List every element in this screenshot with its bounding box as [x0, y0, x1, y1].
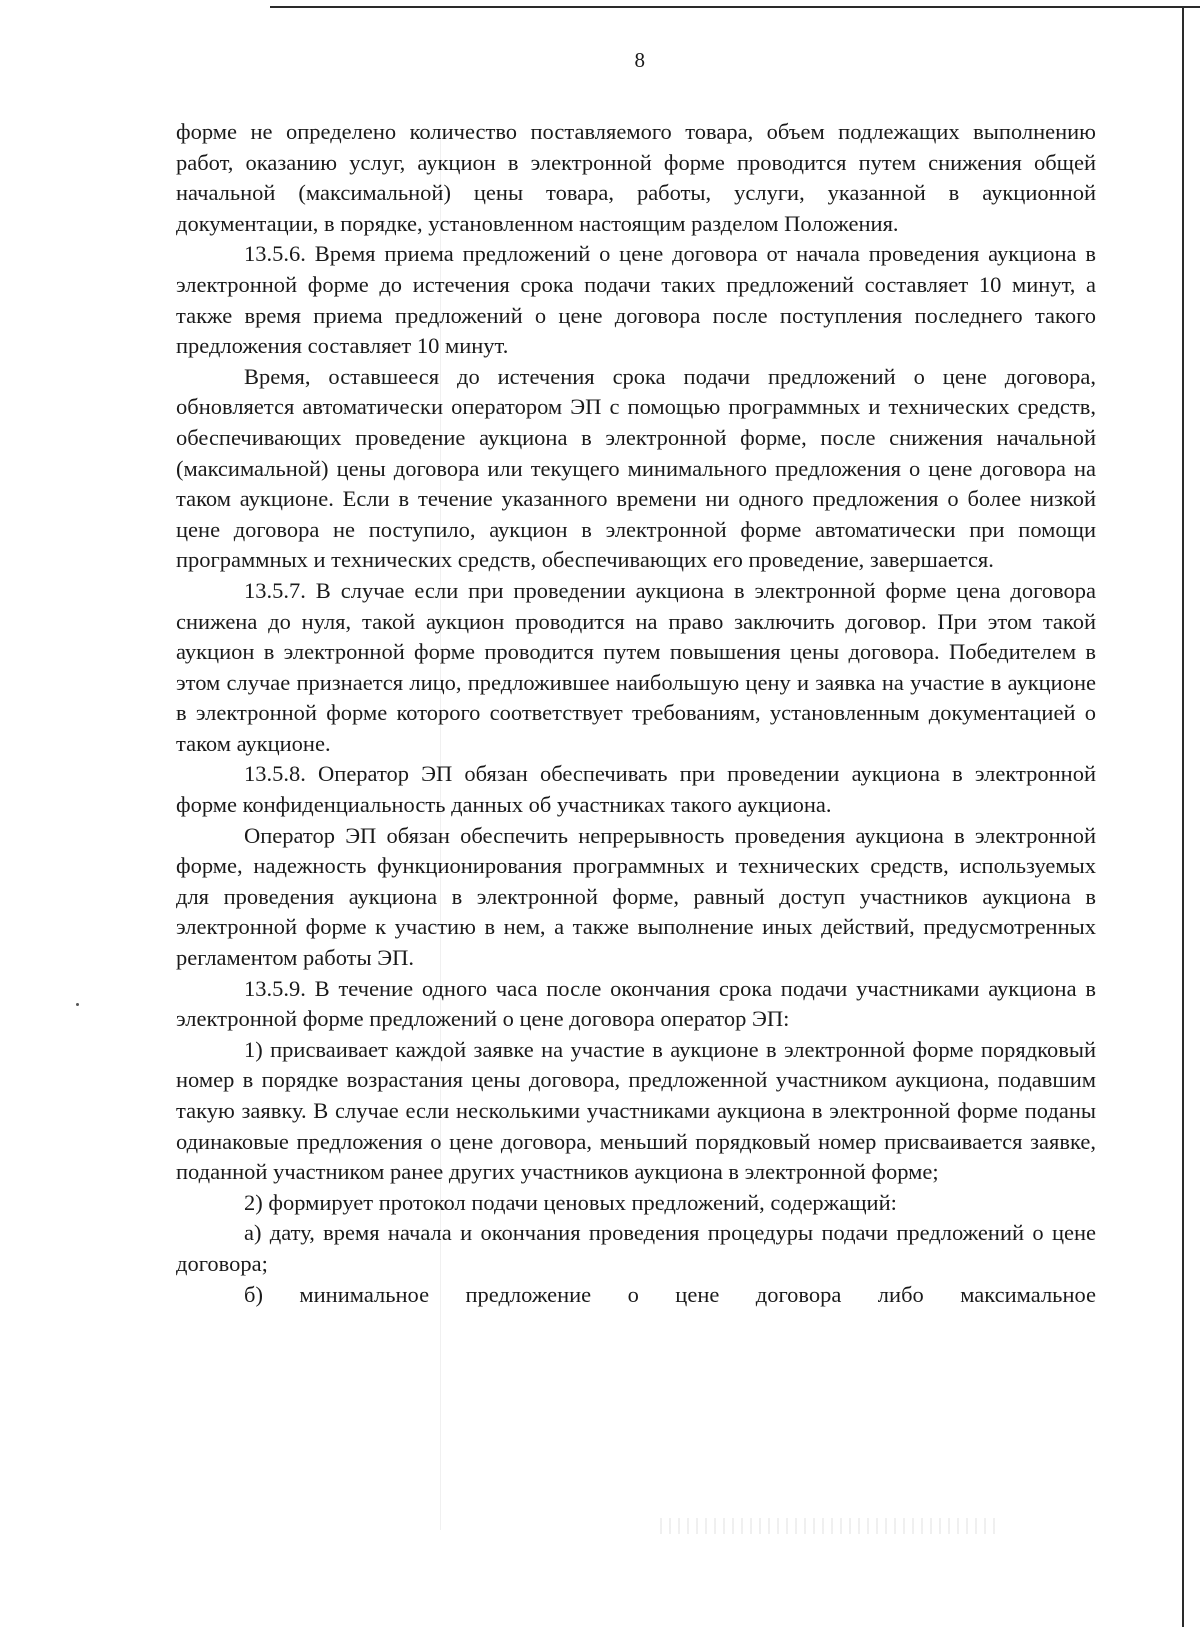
paragraph: 13.5.6. Время приема предложений о цене договора от начала проведения аукциона в электронной форме до истечения срока подачи таких предложений составляет 10 минут, а также время приема предложений о цене договора после поступления последнего такого предложения составляет 10 минут.: [176, 241, 1096, 359]
paragraph: 13.5.9. В течение одного часа после окончания срока подачи участниками аукциона в электронной форме предложений о цене договора оператор ЭП:: [176, 975, 1096, 1032]
scan-smudge: [660, 1518, 1000, 1534]
document-body: [176, 117, 1096, 1310]
paragraph: 13.5.7. В случае если при проведении аукциона в электронной форме цена договора снижена до нуля, такой аукцион проводится на право заключить договор. При этом такой аукцион в электронной форме проводится путем повышения цены договора. Победителем в этом случае признается лицо, предложившее наибольшую цену и заявка на участие в аукционе в электронной форме которого соответствует требованиям, установленным документацией о таком аукционе.: [176, 577, 1096, 756]
scan-edge-right: [1182, 6, 1184, 1627]
paragraph: 13.5.8. Оператор ЭП обязан обеспечивать при проведении аукциона в электронной форме конфиденциальность данных об участниках такого аукциона.: [176, 761, 1096, 818]
paragraph: а) дату, время начала и окончания проведения процедуры подачи предложений о цене договора;: [176, 1220, 1096, 1276]
scan-edge-top: [270, 6, 1200, 8]
paragraph: б) минимальное предложение о цене договора либо максимальное: [244, 1281, 1096, 1307]
paragraph: 1) присваивает каждой заявке на участие в аукционе в электронной форме порядковый номер в порядке возрастания цены договора, предложенной участником аукциона, подавшим такую заявку. В случае если несколькими участниками аукциона в электронной форме поданы одинаковые предложения о цене договора, меньший порядковый номер присваивается заявке, поданной участником ранее других участников аукциона в электронной форме;: [176, 1036, 1096, 1185]
scan-speck: [76, 1003, 79, 1006]
paragraph: Время, оставшееся до истечения срока подачи предложений о цене договора, обновляется автоматически оператором ЭП с помощью программных и технических средств, обеспечивающих проведение аукциона в электронной форме, после снижения начальной (максимальной) цены договора или текущего минимального предложения о цене договора на таком аукционе. Если в течение указанного времени ни одного предложения о более низкой цене договора не поступило, аукцион в электронной форме автоматически при помощи программных и технических средств, обеспечивающих его проведение, завершается.: [176, 363, 1096, 573]
paragraph: Оператор ЭП обязан обеспечить непрерывность проведения аукциона в электронной форме, надежность функционирования программных и технических средств, используемых для проведения аукциона в электронной форме, равный доступ участников аукциона в электронной форме к участию в нем, а также выполнение иных действий, предусмотренных регламентом работы ЭП.: [176, 822, 1096, 971]
paragraph: 2) формирует протокол подачи ценовых предложений, содержащий:: [244, 1189, 897, 1215]
page-number: 8: [634, 48, 646, 72]
paragraph: форме не определено количество поставляемого товара, объем подлежащих выполнению работ, оказанию услуг, аукцион в электронной форме проводится путем снижения общей начальной (максимальной) цены товара, работы, услуги, указанной в аукционной документации, в порядке, установленном настоящим разделом Положения.: [176, 119, 1096, 236]
